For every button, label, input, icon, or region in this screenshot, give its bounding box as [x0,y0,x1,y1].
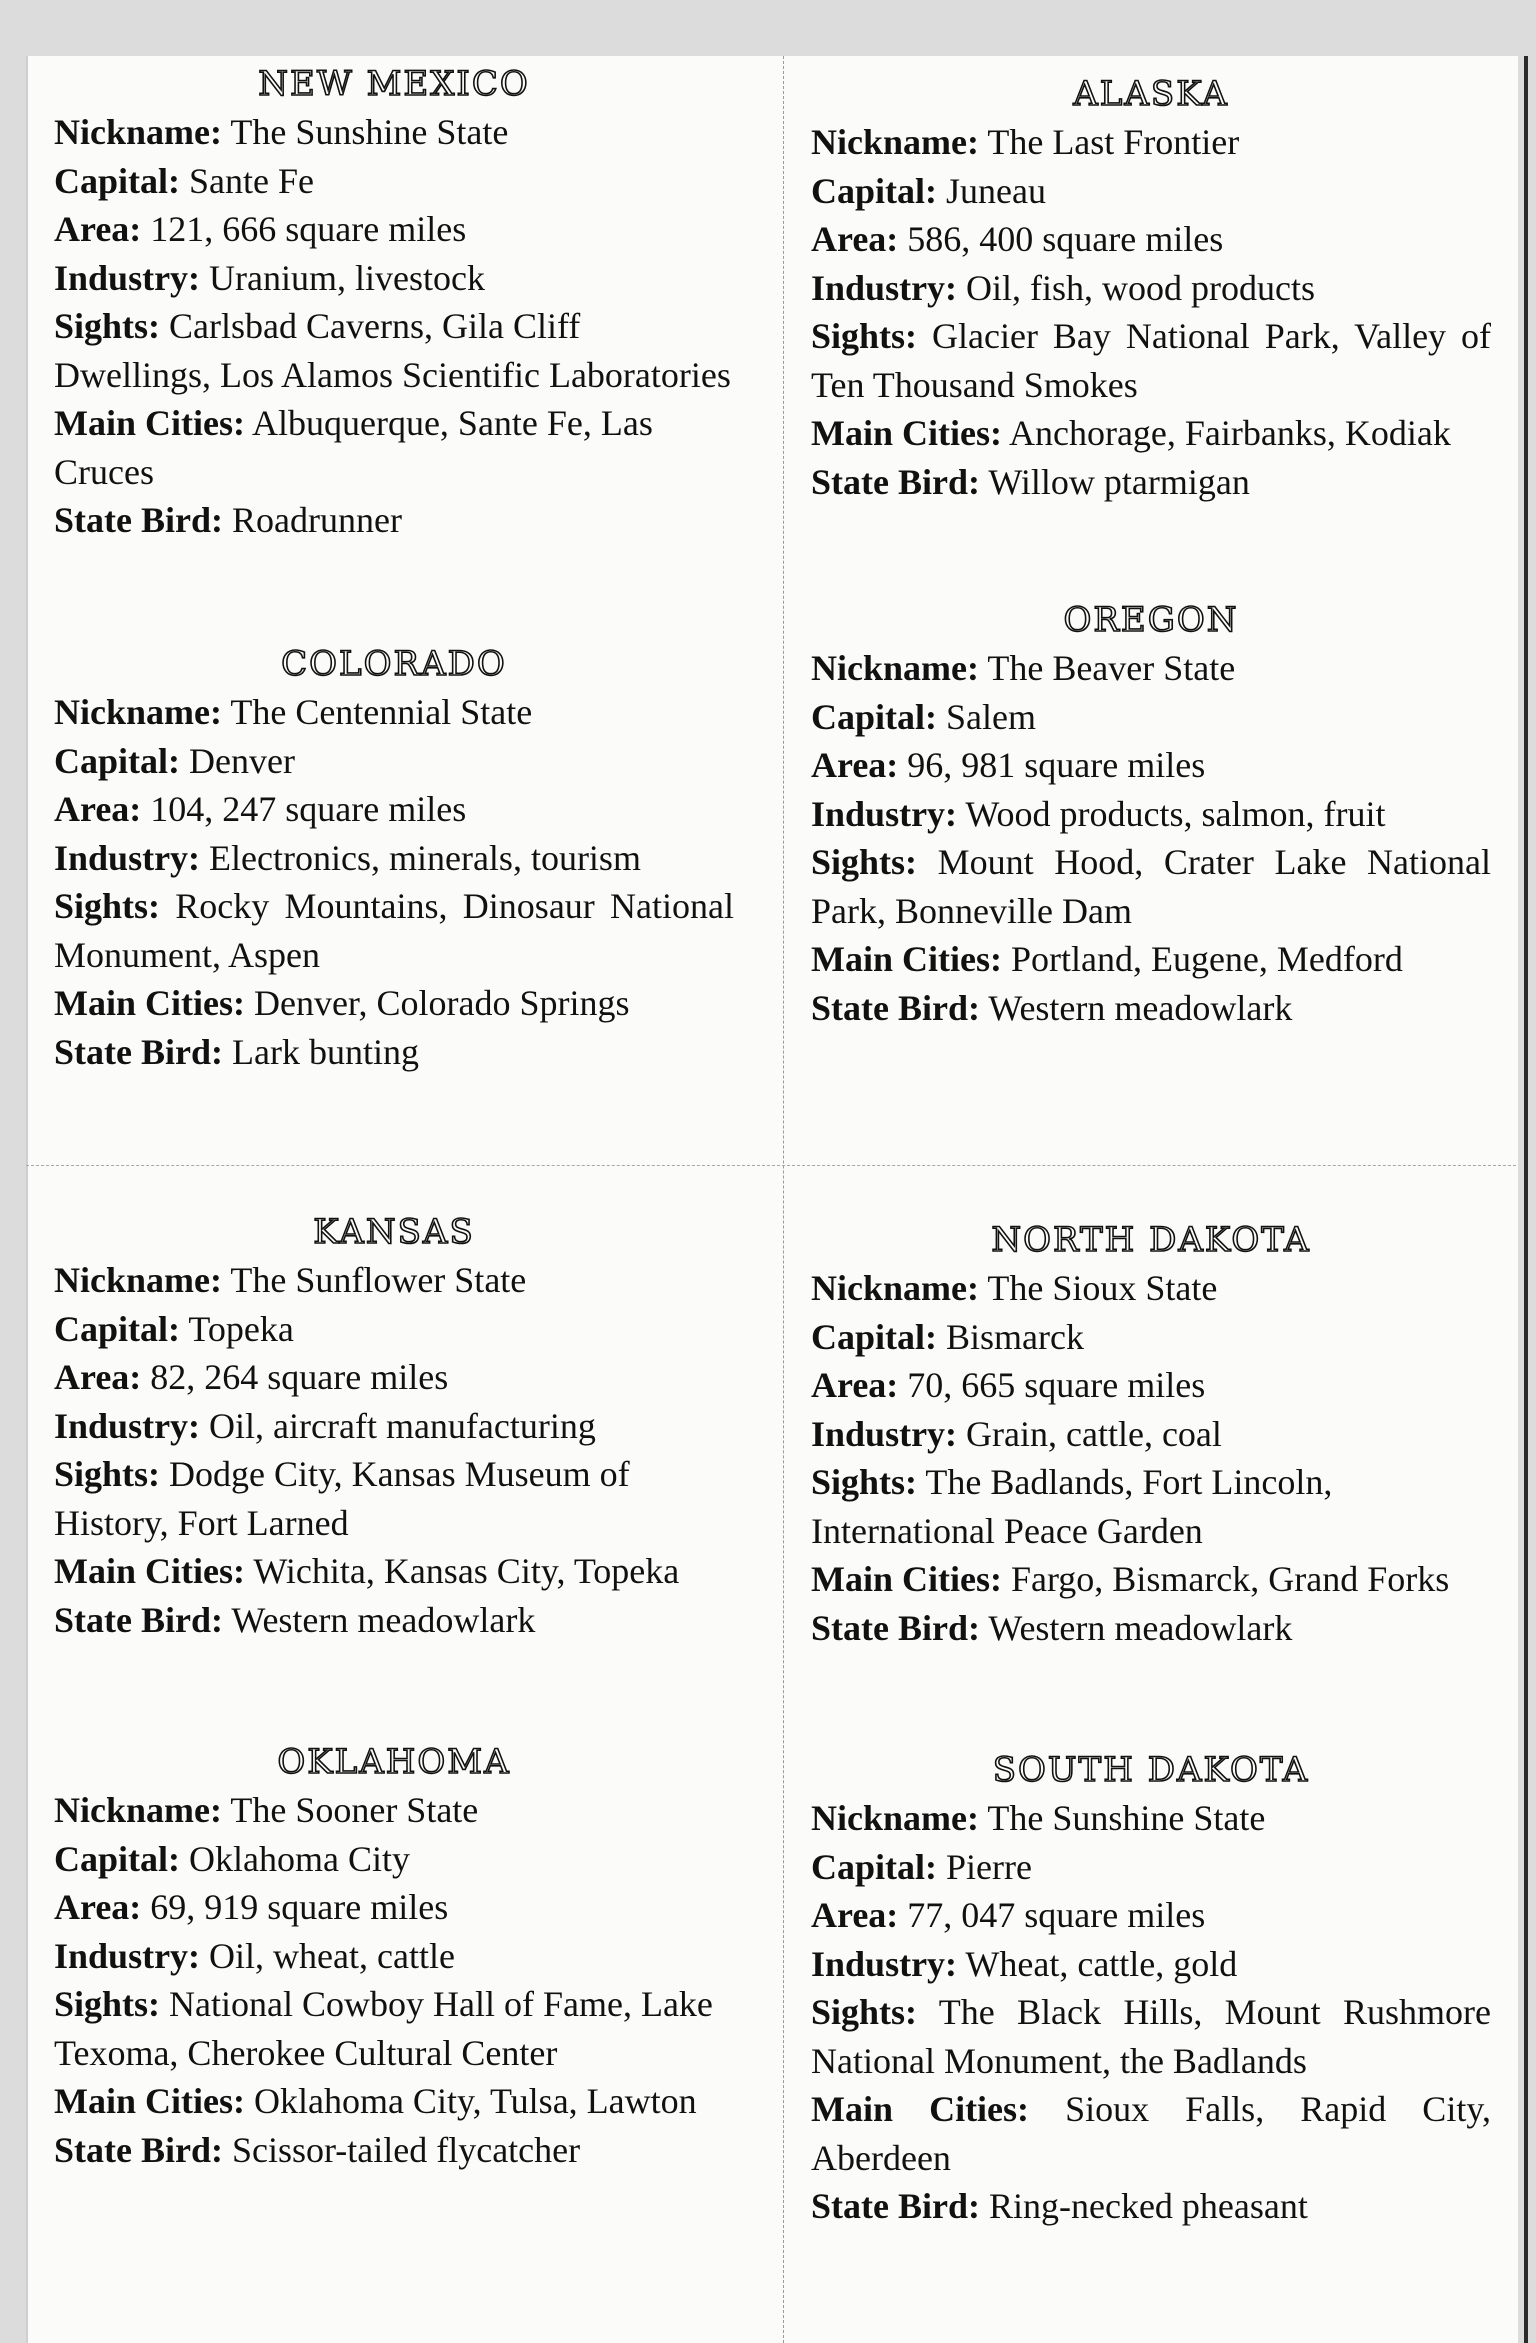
state-bird-field [811,984,1491,1033]
main-cities-value: Anchorage, Fairbanks, Kodiak [1008,413,1451,453]
state-bird-label: State Bird: [54,2129,223,2170]
industry-label: Industry: [54,1405,201,1446]
sights-field [54,302,734,399]
capital-field [54,1835,734,1884]
industry-label: Industry: [811,793,958,834]
sights-value: Rocky Mountains, Dinosaur National Monument, Aspen [54,886,734,975]
main-cities-label: Main Cities: [811,2089,1030,2129]
area-field [54,785,734,834]
state-bird-label: State Bird: [811,2186,980,2226]
area-value: 70, 665 square miles [907,1365,1206,1405]
nickname-field [54,1256,734,1305]
nickname-label: Nickname: [54,112,222,152]
main-cities-value: Albuquerque, Sante Fe, Las Cruces [54,403,653,492]
nickname-value: The Last Frontier [987,122,1240,162]
sights-value: National Cowboy Hall of Fame, Lake Texoma, Cherokee Cultural Center [54,1984,713,2073]
vertical-fold-line [783,56,784,2343]
state-bird-value: Scissor-tailed flycatcher [231,2129,581,2170]
state-title: COLORADO [281,644,507,684]
nickname-field [54,688,734,737]
main-cities-field [54,979,734,1028]
sights-value: Glacier Bay National Park, Valley of Ten Thousand Smokes [811,316,1492,405]
nickname-field [811,1794,1491,1843]
sights-label: Sights: [811,1992,918,2032]
horizontal-fold-line [26,1165,1516,1166]
state-title: OREGON [1063,600,1239,640]
state-bird-field [54,2126,734,2175]
industry-label: Industry: [54,1935,201,1976]
main-cities-value: Denver, Colorado Springs [253,983,630,1023]
nickname-value: The Sooner State [230,1790,479,1830]
state-card-kansas [54,1210,734,1644]
state-card-new-mexico [54,62,734,545]
state-bird-field [54,1596,734,1645]
capital-value: Salem [946,696,1036,737]
industry-value: Oil, aircraft manufacturing [209,1405,596,1446]
industry-label: Industry: [54,257,201,298]
state-title: KANSAS [313,1212,475,1252]
nickname-value: The Beaver State [987,648,1236,688]
state-card-alaska [811,72,1491,506]
area-label: Area: [811,1895,899,1935]
capital-value: Sante Fe [189,160,314,201]
capital-field [811,1843,1491,1892]
area-label: Area: [811,1365,899,1405]
area-label: Area: [811,219,899,259]
area-value: 82, 264 square miles [150,1357,449,1397]
industry-field [54,254,734,303]
nickname-value: The Sioux State [987,1268,1218,1308]
state-bird-label: State Bird: [54,500,223,540]
state-bird-field [811,2182,1491,2231]
nickname-field [54,108,734,157]
main-cities-label: Main Cities: [811,1559,1002,1599]
capital-value: Oklahoma City [189,1838,410,1879]
page-edge [1524,56,1528,2343]
nickname-field [54,1786,734,1835]
industry-value: Uranium, livestock [209,257,485,298]
area-value: 104, 247 square miles [150,789,467,829]
capital-value: Denver [189,740,295,781]
capital-label: Capital: [54,1308,180,1349]
area-value: 586, 400 square miles [907,219,1224,259]
capital-field [54,157,734,206]
main-cities-field [811,2085,1491,2182]
industry-field [811,1410,1491,1459]
state-bird-value: Roadrunner [231,500,402,540]
industry-value: Oil, wheat, cattle [209,1935,455,1976]
industry-value: Grain, cattle, coal [966,1413,1222,1454]
sights-value: The Black Hills, Mount Rushmore National Monument, the Badlands [811,1992,1491,2081]
state-bird-label: State Bird: [54,1031,223,1072]
capital-label: Capital: [811,1316,937,1357]
industry-field [54,1402,734,1451]
main-cities-value: Wichita, Kansas City, Topeka [253,1551,680,1591]
state-title: NEW MEXICO [258,64,530,104]
capital-field [811,693,1491,742]
nickname-label: Nickname: [811,122,979,162]
main-cities-field [54,1547,734,1596]
sights-label: Sights: [54,1454,161,1494]
nickname-value: The Sunshine State [987,1798,1266,1838]
capital-label: Capital: [811,170,937,211]
sights-value: Mount Hood, Crater Lake National Park, Bonneville Dam [811,842,1491,931]
nickname-field [811,644,1491,693]
state-card-oregon [811,598,1491,1032]
nickname-field [811,1264,1491,1313]
area-value: 121, 666 square miles [150,209,467,249]
sights-value: Carlsbad Caverns, Gila Cliff Dwellings, Los Alamos Scientific Laboratories [54,306,731,395]
sights-label: Sights: [54,1984,161,2024]
nickname-label: Nickname: [811,1798,979,1838]
state-bird-value: Western meadowlark [988,1607,1293,1648]
capital-field [54,1305,734,1354]
state-card-oklahoma [54,1740,734,2174]
main-cities-label: Main Cities: [54,403,245,443]
main-cities-field [54,2077,734,2126]
area-field [811,215,1491,264]
industry-field [811,790,1491,839]
main-cities-field [811,935,1491,984]
sights-field [811,1458,1491,1555]
state-bird-value: Western meadowlark [231,1599,536,1640]
industry-field [811,264,1491,313]
area-field [811,1361,1491,1410]
nickname-value: The Sunflower State [230,1260,527,1300]
state-bird-value: Lark bunting [231,1031,419,1072]
main-cities-value: Oklahoma City, Tulsa, Lawton [253,2081,697,2121]
state-title: NORTH DAKOTA [991,1220,1311,1260]
main-cities-label: Main Cities: [54,1551,245,1591]
state-bird-value: Willow ptarmigan [988,461,1250,502]
sights-value: Dodge City, Kansas Museum of History, Fort Larned [54,1454,630,1543]
sights-value: The Badlands, Fort Lincoln, International Peace Garden [811,1462,1333,1551]
state-bird-field [811,458,1491,507]
nickname-label: Nickname: [54,692,222,732]
state-bird-field [54,496,734,545]
area-label: Area: [54,789,142,829]
area-value: 77, 047 square miles [907,1895,1206,1935]
sights-field [54,1980,734,2077]
capital-field [811,167,1491,216]
main-cities-value: Portland, Eugene, Medford [1010,939,1403,979]
nickname-value: The Sunshine State [230,112,509,152]
state-bird-field [54,1028,734,1077]
state-bird-value: Western meadowlark [988,987,1293,1028]
sights-label: Sights: [54,886,161,926]
main-cities-label: Main Cities: [54,983,245,1023]
sights-field [811,312,1491,409]
industry-field [811,1940,1491,1989]
state-card-south-dakota [811,1748,1491,2231]
state-title: ALASKA [1073,74,1229,114]
sights-label: Sights: [811,1462,918,1502]
sights-label: Sights: [811,842,918,882]
state-card-north-dakota [811,1218,1491,1652]
industry-value: Wood products, salmon, fruit [965,793,1386,834]
main-cities-label: Main Cities: [54,2081,245,2121]
state-bird-label: State Bird: [54,1599,223,1640]
sights-field [811,838,1491,935]
nickname-label: Nickname: [54,1790,222,1830]
industry-value: Electronics, minerals, tourism [209,837,641,878]
main-cities-value: Sioux Falls, Rapid City, Aberdeen [811,2089,1491,2178]
nickname-label: Nickname: [811,648,979,688]
nickname-value: The Centennial State [230,692,533,732]
main-cities-label: Main Cities: [811,939,1002,979]
sights-label: Sights: [54,306,161,346]
sights-field [54,1450,734,1547]
capital-value: Bismarck [946,1316,1084,1357]
state-title: SOUTH DAKOTA [992,1750,1310,1790]
area-value: 96, 981 square miles [907,745,1206,785]
state-title: OKLAHOMA [277,1742,511,1782]
area-label: Area: [54,1887,142,1927]
area-field [54,1353,734,1402]
capital-label: Capital: [811,1846,937,1887]
sights-label: Sights: [811,316,918,356]
state-bird-value: Ring-necked pheasant [988,2186,1308,2226]
sights-field [811,1988,1491,2085]
industry-label: Industry: [811,267,958,308]
main-cities-field [811,1555,1491,1604]
nickname-label: Nickname: [54,1260,222,1300]
main-cities-value: Fargo, Bismarck, Grand Forks [1010,1559,1450,1599]
area-value: 69, 919 square miles [150,1887,449,1927]
capital-value: Pierre [946,1846,1032,1887]
main-cities-field [54,399,734,496]
industry-value: Wheat, cattle, gold [965,1943,1238,1984]
state-bird-label: State Bird: [811,987,980,1028]
area-field [811,741,1491,790]
capital-label: Capital: [54,740,180,781]
area-field [811,1891,1491,1940]
capital-value: Juneau [946,170,1046,211]
industry-label: Industry: [811,1413,958,1454]
area-label: Area: [54,1357,142,1397]
capital-field [54,737,734,786]
nickname-label: Nickname: [811,1268,979,1308]
area-field [54,1883,734,1932]
main-cities-field [811,409,1491,458]
capital-label: Capital: [811,696,937,737]
state-bird-field [811,1604,1491,1653]
industry-field [54,1932,734,1981]
state-bird-label: State Bird: [811,1607,980,1648]
area-label: Area: [54,209,142,249]
capital-label: Capital: [54,160,180,201]
sights-field [54,882,734,979]
state-card-colorado [54,642,734,1076]
capital-label: Capital: [54,1838,180,1879]
industry-label: Industry: [54,837,201,878]
industry-field [54,834,734,883]
state-bird-label: State Bird: [811,461,980,502]
industry-label: Industry: [811,1943,958,1984]
capital-value: Topeka [188,1308,294,1349]
nickname-field [811,118,1491,167]
main-cities-label: Main Cities: [811,413,1002,453]
area-label: Area: [811,745,899,785]
industry-value: Oil, fish, wood products [966,267,1316,308]
area-field [54,205,734,254]
capital-field [811,1313,1491,1362]
